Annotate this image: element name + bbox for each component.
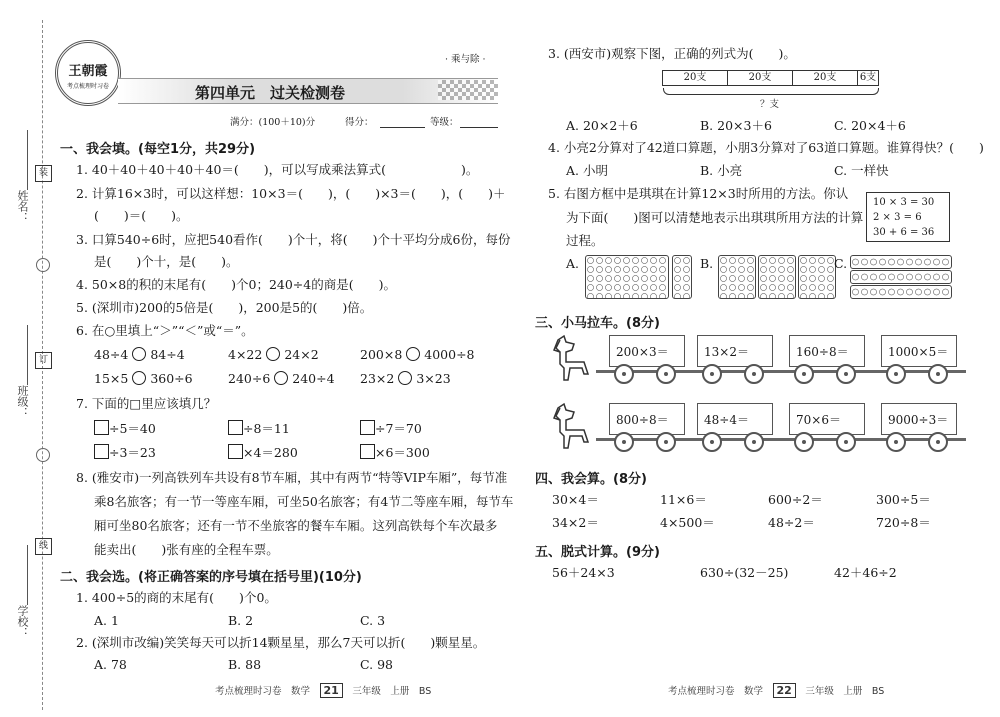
answer-box[interactable]: [228, 420, 243, 435]
compare-circle[interactable]: [274, 371, 288, 385]
total-brace: [663, 88, 879, 95]
calc-item: 30×4＝: [552, 492, 599, 507]
footer-left: 考点梳理时习卷 数学 21 三年级 上册 BS: [215, 684, 432, 697]
fill-box-item: ×4＝280: [228, 444, 298, 461]
punch-hole-icon: [36, 448, 50, 462]
step-calc-item: 630÷(32－25): [700, 565, 789, 580]
wheel-icon: [744, 364, 764, 384]
wheel-icon: [886, 432, 906, 452]
binding-mark-ding: 订: [35, 352, 52, 369]
answer-box[interactable]: [228, 444, 243, 459]
name-label: 姓名：: [16, 190, 29, 223]
wheel-icon: [794, 432, 814, 452]
answer-box[interactable]: [360, 420, 375, 435]
wagon: 9000÷3＝: [881, 403, 957, 435]
dot-array-b-3: [798, 255, 836, 299]
question-1-7: 7. 下面的□里应该填几？: [76, 396, 217, 411]
rail: [596, 438, 966, 441]
choice-3-option-c[interactable]: C. 20×4＋6: [834, 118, 906, 133]
bar-segment: 20支: [727, 70, 793, 86]
question-1-8a: 8. (雅安市)一列高铁列车共设有8节车厢，其中有两节“特等VIP车厢”，每节准: [76, 470, 508, 485]
answer-box[interactable]: [94, 444, 109, 459]
fill-box-item: ÷5＝40: [94, 420, 156, 437]
page-title: 第四单元 过关检测卷: [195, 84, 346, 102]
wheel-icon: [836, 364, 856, 384]
fill-box-item: ÷8＝11: [228, 420, 290, 437]
binding-mark-xian: 线: [35, 538, 52, 555]
grade-label: 等级：: [430, 117, 459, 128]
wagon: 48÷4＝: [697, 403, 773, 435]
section-5-title: 五、脱式计算。(9分): [535, 545, 660, 560]
school-label: 学校：: [16, 605, 29, 638]
choice-5-option-a[interactable]: A.: [566, 256, 580, 271]
choice-2-option-b[interactable]: B. 88: [228, 657, 262, 672]
method-line: 30 + 6 = 36: [873, 227, 935, 238]
question-1-8b: 乘8名旅客；有一节一等座车厢，可坐50名旅客；有4节二等座车厢，每节车: [94, 494, 514, 509]
dot-array-b-1: [718, 255, 756, 299]
method-box: [866, 192, 950, 242]
calc-item: 300÷5＝: [876, 492, 931, 507]
dot-array-c-2: [850, 270, 952, 284]
banner-checker: [438, 80, 498, 100]
compare-circle[interactable]: [398, 371, 412, 385]
compare-circle[interactable]: [132, 347, 146, 361]
punch-hole-icon: [36, 258, 50, 272]
wagon: 70×6＝: [789, 403, 865, 435]
score-field[interactable]: [380, 127, 425, 128]
horse-icon: [548, 334, 598, 384]
page-number: 21: [320, 683, 343, 698]
wheel-icon: [614, 432, 634, 452]
choice-2-option-c[interactable]: C. 98: [360, 657, 393, 672]
step-calc-item: 42＋46÷2: [834, 565, 897, 580]
choice-1-option-a[interactable]: A. 1: [94, 613, 119, 628]
wagon: 800÷8＝: [609, 403, 685, 435]
answer-box[interactable]: [360, 444, 375, 459]
choice-5b: 为下面( )图可以清楚地表示出琪琪所用方法的计算: [566, 210, 864, 225]
choice-4-option-b[interactable]: B. 小亮: [700, 163, 743, 178]
logo-sub: 考点梳理时习卷: [66, 83, 109, 90]
bar-segment: 20支: [662, 70, 728, 86]
compare-item: 48÷4 84÷4: [94, 347, 185, 362]
calc-item: 34×2＝: [552, 515, 599, 530]
section-1-title: 一、我会填。(每空1分，共29分): [60, 142, 256, 157]
bar-segment: 6支: [857, 70, 879, 86]
compare-item: 4×22 24×2: [228, 347, 319, 362]
score-label: 得分：: [345, 117, 374, 128]
wagon: 13×2＝: [697, 335, 773, 367]
school-line: [27, 545, 28, 605]
choice-4: 4. 小亮2分算对了42道口算题，小朋3分算对了63道口算题。谁算得快？( ): [548, 140, 984, 155]
dot-array-a-main: [585, 255, 669, 299]
wheel-icon: [614, 364, 634, 384]
question-1-8d: 能卖出( )张有座的全程车票。: [94, 542, 279, 557]
compare-circle[interactable]: [406, 347, 420, 361]
question-1-1: 1. 40＋40＋40＋40＋40＝( )，可以写成乘法算式( )。: [76, 162, 479, 177]
choice-1-option-c[interactable]: C. 3: [360, 613, 386, 628]
choice-1: 1. 400÷5的商的末尾有( )个0。: [76, 590, 277, 605]
binding-mark-zhuang: 装: [35, 165, 52, 182]
calc-item: 48÷2＝: [768, 515, 815, 530]
logo-text: 王朝霞: [68, 64, 108, 79]
wheel-icon: [656, 432, 676, 452]
unit-tag: · 乘与除 ·: [445, 54, 486, 65]
page-number: 22: [773, 683, 796, 698]
fill-box-item: ×6＝300: [360, 444, 430, 461]
wagon: 1000×5＝: [881, 335, 957, 367]
calc-item: 4×500＝: [660, 515, 715, 530]
question-1-3a: 3. 口算540÷6时，应把540看作( )个十，将( )个十平均分成6份，每份: [76, 232, 511, 247]
dot-array-c-3: [850, 285, 952, 299]
choice-4-option-c[interactable]: C. 一样快: [834, 163, 889, 178]
compare-item: 240÷6 240÷4: [228, 371, 335, 386]
calc-item: 600÷2＝: [768, 492, 823, 507]
choice-3-option-b[interactable]: B. 20×3＋6: [700, 118, 772, 133]
step-calc-item: 56＋24×3: [552, 565, 615, 580]
choice-5a: 5. 右图方框中是琪琪在计算12×3时所用的方法。你认: [548, 186, 849, 201]
method-line: 2 × 3 = 6: [873, 212, 922, 223]
dot-array-a-side: [672, 255, 692, 299]
wheel-icon: [702, 364, 722, 384]
question-1-8c: 厢可坐80名旅客；还有一节不坐旅客的餐车车厢。这列高铁每个车次最多: [94, 518, 498, 533]
question-1-3b: 是( )个十，是( )。: [94, 254, 239, 269]
section-2-title: 二、我会选。(将正确答案的序号填在括号里)(10分): [60, 570, 362, 585]
compare-circle[interactable]: [132, 371, 146, 385]
question-1-5: 5. (深圳市)200的5倍是( )，200是5的( )倍。: [76, 300, 373, 315]
class-label: 班级：: [16, 385, 29, 418]
dot-array-b-2: [758, 255, 796, 299]
choice-5-option-b[interactable]: B.: [700, 256, 714, 271]
method-line: 10 × 3 = 30: [873, 197, 935, 208]
fill-box-item: ÷3＝23: [94, 444, 156, 461]
wheel-icon: [794, 364, 814, 384]
calc-item: 11×6＝: [660, 492, 707, 507]
wagon: 200×3＝: [609, 335, 685, 367]
choice-1-option-b[interactable]: B. 2: [228, 613, 254, 628]
question-1-2b: ( )＝( )。: [94, 208, 189, 223]
wheel-icon: [836, 432, 856, 452]
choice-5-option-c[interactable]: C.: [834, 256, 848, 271]
choice-2: 2. (深圳市改编)笑笑每天可以折14颗星星，那么7天可以折( )颗星星。: [76, 635, 486, 650]
compare-item: 23×2 3×23: [360, 371, 451, 386]
choice-3: 3. (西安市)观察下图，正确的列式为( )。: [548, 46, 796, 61]
choice-5c: 过程。: [566, 233, 604, 248]
question-1-2a: 2. 计算16×3时，可以这样想：10×3＝( )，( )×3＝( )，( )＋: [76, 186, 506, 201]
wheel-icon: [928, 432, 948, 452]
question-1-6: 6. 在○里填上“＞”“＜”或“＝”。: [76, 323, 254, 338]
dot-array-c-1: [850, 255, 952, 269]
grade-field[interactable]: [460, 127, 498, 128]
compare-item: 200×8 4000÷8: [360, 347, 475, 362]
wagon: 160÷8＝: [789, 335, 865, 367]
rail: [596, 370, 966, 373]
wheel-icon: [928, 364, 948, 384]
section-3-title: 三、小马拉车。(8分): [535, 316, 660, 331]
answer-box[interactable]: [94, 420, 109, 435]
score-line: 满分：(100＋10)分: [230, 117, 316, 128]
logo-badge: [55, 40, 121, 106]
total-label: ？支: [760, 99, 780, 110]
calc-item: 720÷8＝: [876, 515, 931, 530]
footer-right: 考点梳理时习卷 数学 22 三年级 上册 BS: [668, 684, 885, 697]
name-line: [27, 130, 28, 190]
compare-circle[interactable]: [266, 347, 280, 361]
section-4-title: 四、我会算。(8分): [535, 472, 647, 487]
bar-segment: 20支: [792, 70, 858, 86]
choice-4-option-a[interactable]: A. 小明: [566, 163, 608, 178]
wheel-icon: [656, 364, 676, 384]
compare-item: 15×5 360÷6: [94, 371, 193, 386]
horse-icon: [548, 402, 598, 452]
wheel-icon: [744, 432, 764, 452]
wheel-icon: [702, 432, 722, 452]
wheel-icon: [886, 364, 906, 384]
choice-3-option-a[interactable]: A. 20×2＋6: [566, 118, 638, 133]
class-line: [27, 325, 28, 385]
fill-box-item: ÷7＝70: [360, 420, 422, 437]
choice-2-option-a[interactable]: A. 78: [94, 657, 127, 672]
question-1-4: 4. 50×8的积的末尾有( )个0；240÷4的商是( )。: [76, 277, 396, 292]
